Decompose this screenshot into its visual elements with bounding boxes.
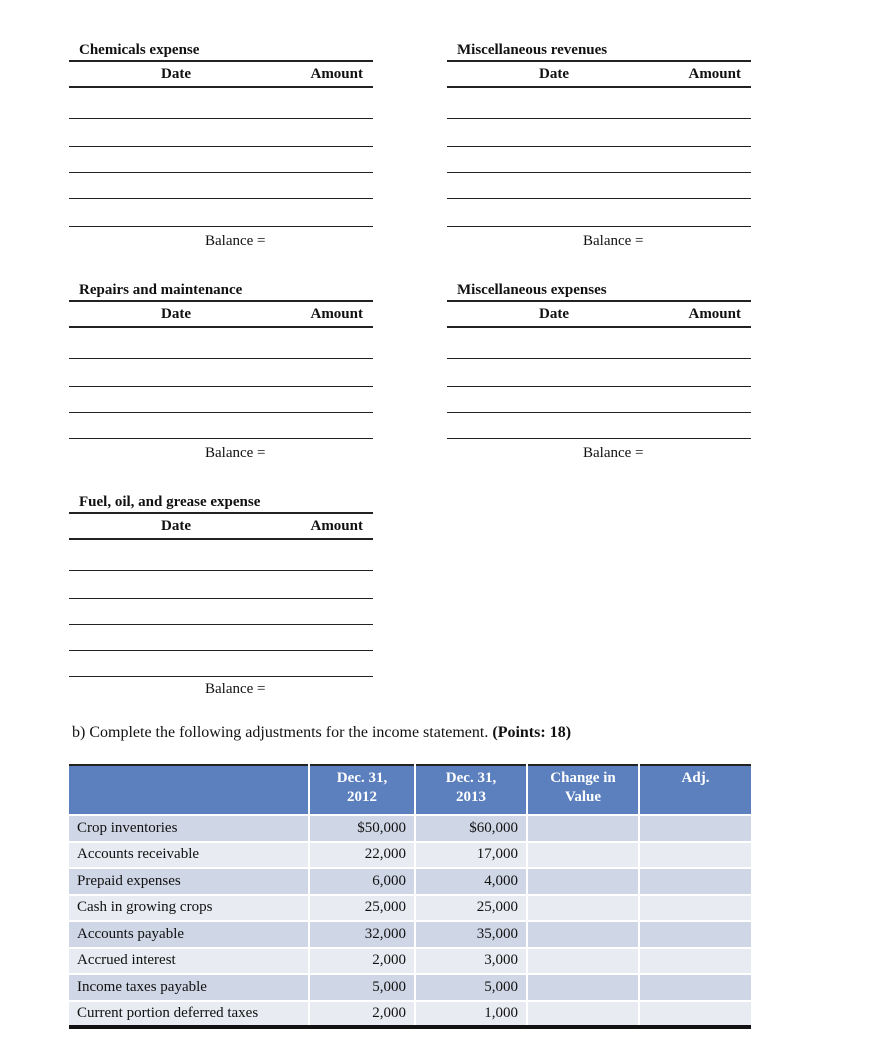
entry-line[interactable] [69, 172, 373, 173]
date-column-header: Date [539, 306, 569, 322]
entry-line[interactable] [69, 650, 373, 651]
value-2013: 25,000 [415, 895, 527, 922]
entry-line[interactable] [447, 438, 751, 439]
amount-column-header: Amount [310, 66, 363, 82]
value-2013: 4,000 [415, 868, 527, 895]
change-in-value-cell[interactable] [527, 842, 639, 869]
dec-2012-column-header [309, 765, 415, 815]
value-2012: 5,000 [309, 974, 415, 1001]
entry-line[interactable] [69, 570, 373, 571]
table-header-row [69, 765, 751, 815]
value-2012: 2,000 [309, 948, 415, 975]
change-in-value-column-header [527, 765, 639, 815]
adj-cell[interactable] [639, 921, 751, 948]
row-label: Prepaid expenses [69, 868, 309, 895]
entry-line[interactable] [69, 438, 373, 439]
change-header-text: Change in Value [550, 770, 616, 805]
adj-cell[interactable] [639, 895, 751, 922]
value-2012: 2,000 [309, 1001, 415, 1028]
adj-header-text: Adj. [681, 770, 710, 786]
ledger-title: Repairs and maintenance [79, 282, 243, 298]
table-row [69, 921, 751, 948]
ledger-repairs-and-maintenance [69, 280, 373, 470]
row-label: Current portion deferred taxes [69, 1001, 309, 1028]
balance-label: Balance = [205, 233, 266, 249]
row-label: Cash in growing crops [69, 895, 309, 922]
balance-label: Balance = [583, 233, 644, 249]
dec-2013-column-header [415, 765, 527, 815]
amount-column-header: Amount [688, 306, 741, 322]
entry-line[interactable] [69, 676, 373, 677]
value-2013: 35,000 [415, 921, 527, 948]
ledger-header [69, 300, 373, 328]
adj-cell[interactable] [639, 948, 751, 975]
ledger-title: Fuel, oil, and grease expense [79, 494, 261, 510]
part-b-instruction [72, 724, 571, 742]
dec-2012-header-text: Dec. 31, 2012 [336, 770, 388, 805]
date-column-header: Date [161, 66, 191, 82]
adj-cell[interactable] [639, 1001, 751, 1028]
adj-cell[interactable] [639, 868, 751, 895]
table-row [69, 815, 751, 842]
value-2012: 6,000 [309, 868, 415, 895]
ledger-header [69, 60, 373, 88]
date-column-header: Date [539, 66, 569, 82]
ledger-header [447, 60, 751, 88]
amount-column-header: Amount [310, 306, 363, 322]
ledger-miscellaneous-expenses [447, 280, 751, 470]
adj-cell[interactable] [639, 974, 751, 1001]
ledger-header [69, 512, 373, 540]
change-in-value-cell[interactable] [527, 868, 639, 895]
value-2012: $50,000 [309, 815, 415, 842]
entry-line[interactable] [447, 226, 751, 227]
entry-line[interactable] [447, 172, 751, 173]
table-row [69, 1001, 751, 1028]
table-row [69, 842, 751, 869]
dec-2013-header-text: Dec. 31, 2013 [445, 770, 497, 805]
row-label: Crop inventories [69, 815, 309, 842]
entry-line[interactable] [447, 118, 751, 119]
entry-line[interactable] [69, 198, 373, 199]
value-2013: $60,000 [415, 815, 527, 842]
ledger-title: Miscellaneous revenues [457, 42, 608, 58]
entry-line[interactable] [447, 358, 751, 359]
entry-line[interactable] [447, 386, 751, 387]
ledger-miscellaneous-revenues [447, 40, 751, 255]
table-row [69, 948, 751, 975]
entry-line[interactable] [69, 226, 373, 227]
ledger-title: Miscellaneous expenses [457, 282, 607, 298]
entry-line[interactable] [69, 118, 373, 119]
ledger-fuel-oil-grease-expense [69, 492, 373, 707]
adjustments-table [69, 764, 751, 1029]
balance-label: Balance = [205, 681, 266, 697]
balance-label: Balance = [205, 445, 266, 461]
change-in-value-cell[interactable] [527, 974, 639, 1001]
change-in-value-cell[interactable] [527, 921, 639, 948]
value-2013: 3,000 [415, 948, 527, 975]
change-in-value-cell[interactable] [527, 815, 639, 842]
entry-line[interactable] [69, 386, 373, 387]
adj-cell[interactable] [639, 842, 751, 869]
amount-column-header: Amount [688, 66, 741, 82]
row-label: Accounts receivable [69, 842, 309, 869]
entry-line[interactable] [447, 198, 751, 199]
date-column-header: Date [161, 518, 191, 534]
item-column-header [69, 765, 309, 815]
entry-line[interactable] [69, 598, 373, 599]
entry-line[interactable] [447, 146, 751, 147]
table-row [69, 974, 751, 1001]
value-2012: 32,000 [309, 921, 415, 948]
entry-line[interactable] [69, 412, 373, 413]
value-2013: 17,000 [415, 842, 527, 869]
change-in-value-cell[interactable] [527, 1001, 639, 1028]
table-row [69, 868, 751, 895]
adj-cell[interactable] [639, 815, 751, 842]
date-column-header: Date [161, 306, 191, 322]
ledger-header [447, 300, 751, 328]
row-label: Accrued interest [69, 948, 309, 975]
balance-label: Balance = [583, 445, 644, 461]
amount-column-header: Amount [310, 518, 363, 534]
ledger-chemicals-expense [69, 40, 373, 255]
instruction-text: b) Complete the following adjustments for the income statement. [72, 724, 489, 741]
points-label: (Points: 18) [492, 724, 572, 741]
ledger-title: Chemicals expense [79, 42, 200, 58]
row-label: Income taxes payable [69, 974, 309, 1001]
value-2012: 22,000 [309, 842, 415, 869]
change-in-value-cell[interactable] [527, 895, 639, 922]
adj-column-header [639, 765, 751, 815]
entry-line[interactable] [69, 624, 373, 625]
value-2013: 1,000 [415, 1001, 527, 1028]
entry-line[interactable] [69, 146, 373, 147]
change-in-value-cell[interactable] [527, 948, 639, 975]
entry-line[interactable] [69, 358, 373, 359]
value-2013: 5,000 [415, 974, 527, 1001]
row-label: Accounts payable [69, 921, 309, 948]
entry-line[interactable] [447, 412, 751, 413]
value-2012: 25,000 [309, 895, 415, 922]
table-row [69, 895, 751, 922]
